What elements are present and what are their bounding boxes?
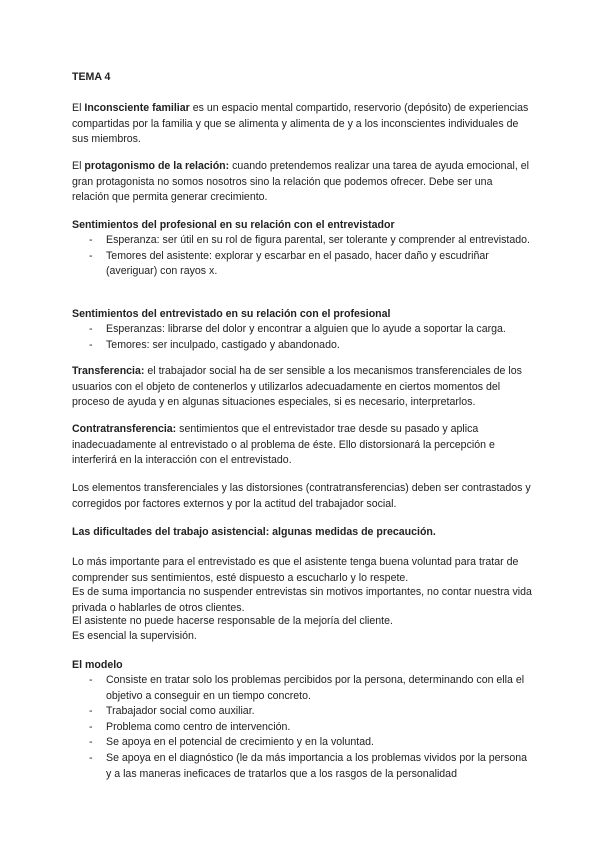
list-sentimientos-entrevistado bbox=[72, 322, 532, 353]
paragraph-elementos-transferenciales: Los elementos transferenciales y las distorsiones (contratransferencias) deben ser contrastados y corregidos por factores externos y por la actitud del trabajador social. bbox=[72, 482, 531, 510]
heading-sentimientos-entrevistado: Sentimientos del entrevistado en su relación con el profesional bbox=[72, 308, 391, 320]
list-item bbox=[72, 720, 532, 736]
paragraph-dificultades-line2: Es de suma importancia no suspender entrevistas sin motivos importantes, no contar nuestra vida privada o hablarles de otros clientes. bbox=[72, 586, 532, 614]
term-inconsciente-familiar: Inconsciente familiar bbox=[84, 102, 190, 114]
list-item-text: Trabajador social como auxiliar. bbox=[106, 705, 255, 718]
list-item bbox=[72, 704, 532, 720]
text: cuando pretendemos realizar una tarea de ayuda emocional, el gran protagonista no somos nosotros sino la relación que podemos ofrecer. Debe ser una relación que permita generar crecimiento. bbox=[72, 160, 529, 204]
text: el trabajador social ha de ser sensible a los mecanismos transferenciales de los usuarios con el objeto de contenerlos y utilizarlos adecuadamente en ciertos momentos del proceso de ayuda y en algunas situaciones especiales, si es necesario, interpretarlos. bbox=[72, 365, 522, 409]
dash-bullet: - bbox=[89, 249, 93, 262]
dash-bullet: - bbox=[89, 234, 93, 246]
list-item-text: Esperanza: ser útil en su rol de figura parental, ser tolerante y comprender al entrevistado. bbox=[106, 234, 530, 246]
paragraph-inconsciente-familiar bbox=[72, 101, 532, 148]
list-item-text: Temores del asistente: explorar y escarbar en el pasado, hacer daño y escudriñar (averiguar) con rayos x. bbox=[106, 249, 489, 278]
list-item-text: Problema como centro de intervención. bbox=[106, 720, 291, 733]
dash-bullet: - bbox=[89, 736, 93, 749]
dash-bullet: - bbox=[89, 338, 93, 351]
list-item bbox=[72, 673, 532, 704]
dash-bullet: - bbox=[89, 323, 93, 335]
heading-sentimientos-profesional: Sentimientos del profesional en su relación con el entrevistador bbox=[72, 219, 395, 231]
term-transferencia: Transferencia: bbox=[72, 365, 145, 377]
text: El bbox=[72, 102, 85, 114]
dash-bullet: - bbox=[89, 751, 93, 764]
list-item bbox=[72, 735, 532, 751]
list-item-text: Consiste en tratar solo los problemas percibidos por la persona, determinando con ella el objetivo a conseguir en un tiempo concreto. bbox=[106, 674, 525, 702]
term-protagonismo: protagonismo de la relación: bbox=[84, 160, 230, 172]
page-title: TEMA 4 bbox=[72, 71, 111, 83]
list-item-text: Temores: ser inculpado, castigado y abandonado. bbox=[106, 338, 340, 351]
dash-bullet: - bbox=[89, 674, 93, 686]
text: sentimientos que el entrevistador trae desde su pasado y aplica inadecuadamente al entrevistado o al problema de éste. Ello distorsionará la percepción e interferirá en la interacción con el entrevistado. bbox=[72, 423, 495, 467]
term-contratransferencia: Contratransferencia: bbox=[72, 423, 177, 435]
dash-bullet: - bbox=[89, 720, 93, 733]
list-item bbox=[72, 249, 532, 280]
paragraph-dificultades-line3: El asistente no puede hacerse responsable de la mejoría del cliente. bbox=[72, 615, 393, 627]
text: es un espacio mental compartido, reservorio (depósito) de experiencias compartidas por la familia y que se alimenta y alimenta de y a los inconscientes individuales de sus miembros. bbox=[72, 102, 529, 146]
paragraph-dificultades-line4: Es esencial la supervisión. bbox=[72, 630, 197, 642]
paragraph-contratransferencia bbox=[72, 422, 532, 469]
heading-dificultades: Las dificultades del trabajo asistencial: algunas medidas de precaución. bbox=[72, 526, 436, 538]
paragraph-protagonismo bbox=[72, 159, 532, 206]
list-item bbox=[72, 322, 532, 338]
list-item bbox=[72, 338, 532, 354]
list-item-text: Se apoya en el potencial de crecimiento y en la voluntad. bbox=[106, 736, 374, 749]
list-item-text: Se apoya en el diagnóstico (le da más importancia a los problemas vividos por la persona y a las maneras ineficaces de tratarlos que a los rasgos de la personalidad bbox=[106, 751, 528, 780]
list-item-text: Esperanzas: librarse del dolor y encontrar a alguien que lo ayude a soportar la carga. bbox=[106, 323, 506, 335]
list-item bbox=[72, 233, 532, 249]
list-item bbox=[72, 751, 532, 782]
list-sentimientos-profesional bbox=[72, 233, 532, 280]
text: El bbox=[72, 160, 85, 172]
paragraph-dificultades-line1: Lo más importante para el entrevistado es que el asistente tenga buena voluntad para tratar de comprender sus sentimientos, esté dispuesto a escucharlo y lo respete. bbox=[72, 556, 519, 584]
list-el-modelo bbox=[72, 673, 532, 782]
dash-bullet: - bbox=[89, 705, 93, 718]
heading-el-modelo: El modelo bbox=[72, 659, 123, 671]
paragraph-transferencia bbox=[72, 364, 532, 411]
